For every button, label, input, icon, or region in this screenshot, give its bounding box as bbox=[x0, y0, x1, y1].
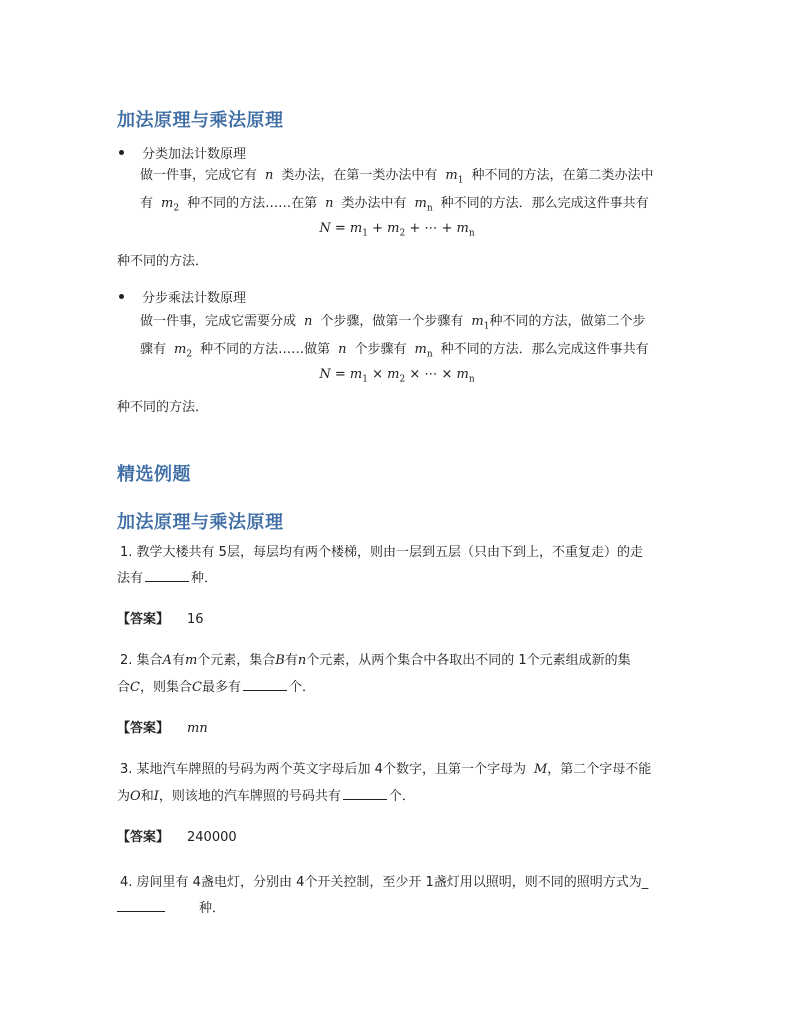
question-1-answer bbox=[117, 610, 204, 630]
text: 有 bbox=[140, 196, 154, 211]
question-2-line-2: 合C，则集合C最多有 个． bbox=[117, 680, 315, 695]
math-var: n bbox=[325, 196, 334, 211]
answer-blank bbox=[243, 678, 287, 691]
addition-line-2 bbox=[140, 194, 649, 219]
answer-value: 240000 bbox=[187, 830, 237, 845]
question-1-line-2: 法有 种． bbox=[117, 571, 218, 586]
bullet-title: 分类加法计数原理 bbox=[142, 147, 247, 162]
question-1-line-1: 1. 教学大楼共有 5层，每层均有两个楼梯，则由一层到五层（只由下到上，不重复走）的走 bbox=[120, 545, 643, 560]
multiplication-tail: 种不同的方法． bbox=[117, 400, 209, 415]
text: 骤有 bbox=[140, 342, 167, 357]
text: 种不同的方法……在第 bbox=[187, 196, 318, 211]
bullet-multiplication-principle bbox=[117, 287, 246, 306]
bullet-title: 分步乘法计数原理 bbox=[142, 291, 247, 306]
text: 个步骤，做第一个步骤有 bbox=[320, 314, 464, 329]
answer-blank bbox=[343, 787, 387, 800]
text: 个步骤有 bbox=[354, 342, 407, 357]
math-var: $m_1$ bbox=[445, 168, 464, 186]
math-var: n bbox=[304, 314, 313, 329]
answer-label: 【答案】 bbox=[117, 721, 170, 736]
section-heading: 加法原理与乘法原理 bbox=[117, 110, 284, 131]
bullet-icon bbox=[119, 294, 124, 299]
math-var: n bbox=[338, 342, 347, 357]
answer-value: mn bbox=[187, 721, 208, 736]
math-var: $m_2$ bbox=[174, 342, 193, 360]
text: 类办法中有 bbox=[341, 196, 407, 211]
math-var: $m_n$ bbox=[414, 196, 433, 214]
addition-line-1 bbox=[140, 166, 653, 191]
text: 种不同的方法．那么完成这件事共有 bbox=[440, 196, 649, 211]
text: 种不同的方法……做第 bbox=[200, 342, 331, 357]
answer-blank bbox=[117, 899, 165, 912]
text: 种不同的方法，做第二个步 bbox=[489, 314, 646, 329]
text: 类办法，在第一类办法中有 bbox=[281, 168, 438, 183]
math-var: $m_1$ bbox=[471, 314, 490, 332]
question-2-answer bbox=[117, 719, 208, 739]
math-var: $m_n$ bbox=[414, 342, 433, 360]
text: 种不同的方法．那么完成这件事共有 bbox=[440, 342, 649, 357]
answer-label: 【答案】 bbox=[117, 612, 170, 627]
question-3-line-1: 3. 某地汽车牌照的号码为两个英文字母后加 4个数字，且第一个字母为 M，第二个字母不能 bbox=[120, 762, 652, 777]
text: 做一件事，完成它需要分成 bbox=[140, 314, 297, 329]
question-3-answer bbox=[117, 828, 237, 848]
multiplication-line-2 bbox=[140, 340, 649, 365]
math-var: n bbox=[265, 168, 274, 183]
math-var: $m_2$ bbox=[161, 196, 180, 214]
answer-blank bbox=[145, 569, 189, 582]
answer-label: 【答案】 bbox=[117, 830, 170, 845]
multiplication-line-1 bbox=[140, 312, 645, 337]
question-4-line-1: 4. 房间里有 4盏电灯，分别由 4个开关控制，至少开 1盏灯用以照明，则不同的照明方式为_ bbox=[120, 875, 649, 890]
section-heading-sub: 加法原理与乘法原理 bbox=[117, 512, 284, 533]
bullet-icon bbox=[119, 150, 124, 155]
section-heading-examples: 精选例题 bbox=[117, 464, 191, 485]
question-3-line-2: 为O和I，则该地的汽车牌照的号码共有 个． bbox=[117, 789, 415, 804]
multiplication-formula: $N = m_1 \times m_2$ × ⋯ × $m_n$ bbox=[319, 367, 475, 385]
text: 种不同的方法，在第二类办法中 bbox=[471, 168, 654, 183]
question-4-line-2: 种． bbox=[117, 899, 225, 919]
answer-value: 16 bbox=[187, 612, 204, 627]
question-2-line-1: 2. 集合A有m个元素，集合B有n个元素，从两个集合中各取出不同的 1个元素组成新的集 bbox=[120, 653, 631, 668]
text: 做一件事，完成它有 bbox=[140, 168, 258, 183]
addition-tail: 种不同的方法． bbox=[117, 254, 209, 269]
addition-formula: $N = m_1 + m_2$ + ⋯ + $m_n$ bbox=[319, 221, 475, 239]
bullet-addition-principle bbox=[117, 143, 246, 162]
